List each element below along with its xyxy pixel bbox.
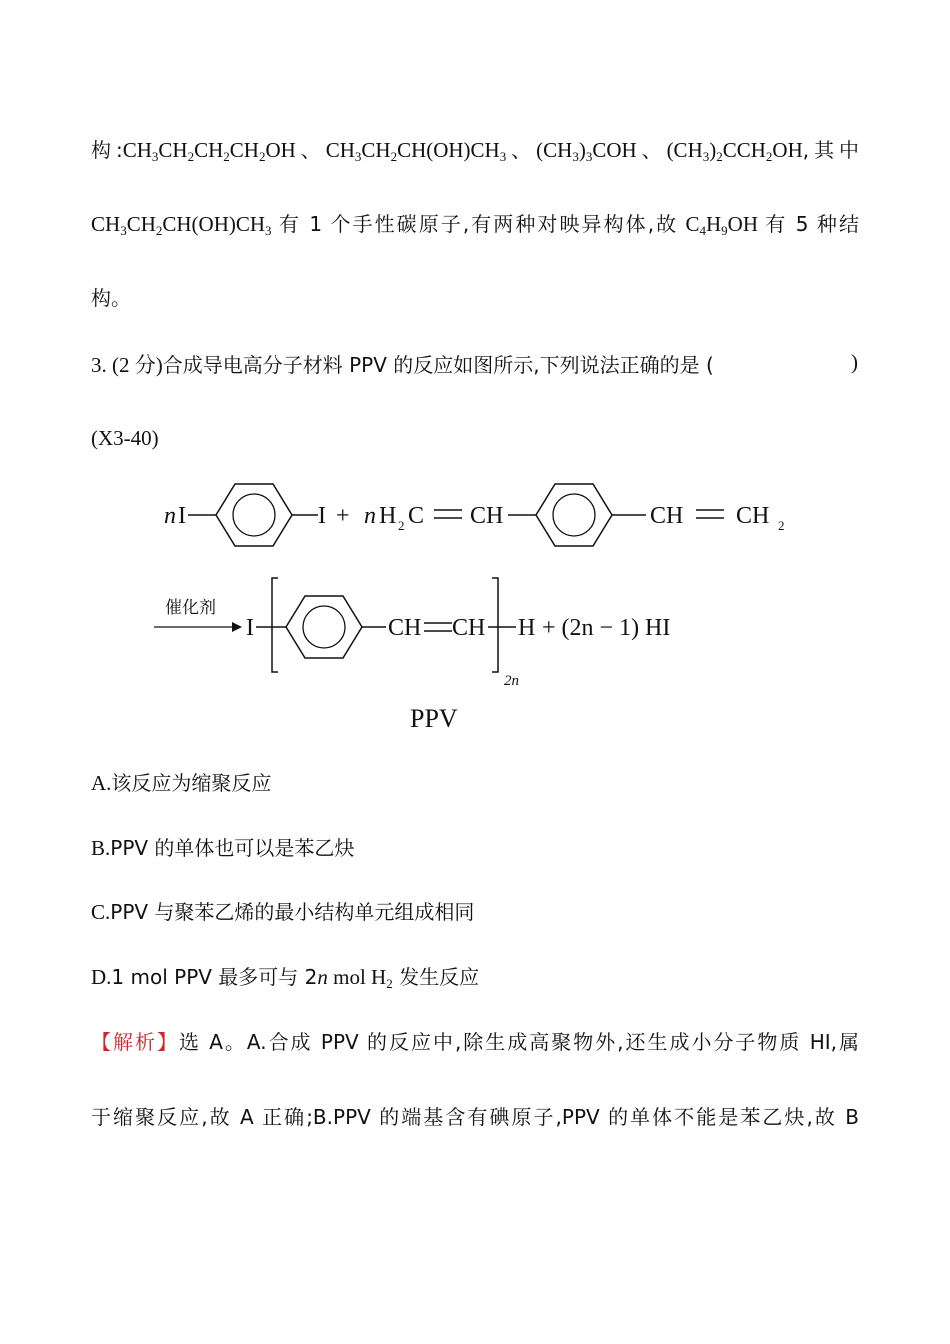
option-d-text-before: 1 mol PPV 最多可与 2 [111, 965, 318, 989]
reactant2-ch: CH [470, 503, 504, 529]
question-code: (X3-40) [91, 426, 159, 450]
product-iodine: I [246, 615, 254, 641]
question-line [91, 350, 714, 380]
intro-line2-end: 有 5 种结 [765, 212, 859, 236]
byproduct-hi: + (2n − 1) HI [542, 615, 671, 641]
analysis-line-1 [91, 1027, 859, 1057]
option-a-letter: A. [91, 771, 112, 795]
analysis-line-2: 于缩聚反应,故 A 正确;B.PPV 的端基含有碘原子,PPV 的单体不能是苯乙炔,故 B [91, 1105, 859, 1129]
left-bracket [272, 578, 278, 672]
option-b-text: PPV 的单体也可以是苯乙炔 [110, 836, 355, 860]
benzene-ring-1 [216, 484, 292, 546]
option-d-text-after: mol H [327, 965, 387, 989]
reaction-diagram [150, 475, 810, 740]
option-d-italic: n [317, 965, 328, 989]
analysis-tag: 【解析】 [91, 1030, 179, 1054]
intro-line2-text: 有 1 个手性碳原子,有两种对映异构体,故 [278, 212, 679, 236]
option-b-letter: B. [91, 836, 111, 860]
reactant1-n: n [164, 503, 176, 529]
reactant1-iodine-left: I [178, 503, 186, 529]
reactant1-iodine-right: I [318, 503, 326, 529]
reactant2-c: C [408, 503, 425, 529]
intro-line-1: 构$:CH_3CH_2CH_2CH_2OH$、$CH_3CH_2CH(OH)CH_3$、$(CH_3)_3COH$、$(CH_3)_2CCH_2OH$,其中 [91, 138, 860, 164]
product-ch-1: CH [388, 615, 422, 641]
option-a-text: 该反应为缩聚反应 [111, 771, 272, 795]
intro-line-2: $CH_3CH_2CH(OH)CH_3$ 有 1 个手性碳原子,有两种对映异构体,故 $C_4H_9OH$ 有 5 种结 [91, 212, 859, 238]
question-number: 3. (2 分) [91, 353, 163, 377]
benzene-ring-3 [286, 596, 362, 658]
option-c [91, 897, 474, 927]
intro-suffix: ,其中 [802, 138, 860, 162]
benzene-ring-2 [536, 484, 612, 546]
option-c-text: PPV 与聚苯乙烯的最小结构单元组成相同 [110, 900, 475, 924]
reactant2-end: CH [736, 503, 770, 529]
option-d-text-end: 发生反应 [392, 965, 480, 989]
option-d-letter: D. [91, 965, 112, 989]
reactant2-h-sub: 2 [398, 518, 405, 533]
option-d-sub: 2 [386, 976, 393, 991]
reactant2-h: H [379, 503, 397, 529]
reactant2-end-sub: 2 [778, 518, 785, 533]
arrow-head-icon [232, 622, 242, 632]
right-bracket [492, 578, 498, 672]
intro-line-3: 构。 [91, 286, 131, 310]
plus-sign: + [336, 503, 350, 529]
reactant2-n: n [364, 503, 376, 529]
question-close-paren: ) [851, 350, 858, 374]
option-d [91, 962, 479, 992]
product-h: H [518, 615, 536, 641]
catalyst-label: 催化剂 [165, 598, 216, 618]
option-b [91, 833, 354, 863]
option-c-letter: C. [91, 900, 111, 924]
product-ch-2: CH [452, 615, 486, 641]
analysis-text-1: 选 A。A.合成 PPV 的反应中,除生成高聚物外,还生成小分子物质 HI,属 [178, 1030, 859, 1054]
subscript-2n: 2n [504, 673, 519, 689]
option-a [91, 768, 271, 798]
reactant2-vinyl-ch: CH [650, 503, 684, 529]
intro-prefix: 构: [91, 138, 123, 162]
question-text: 合成导电高分子材料 PPV 的反应如图所示,下列说法正确的是 ( [162, 353, 714, 377]
ppv-label: PPV [410, 704, 458, 733]
